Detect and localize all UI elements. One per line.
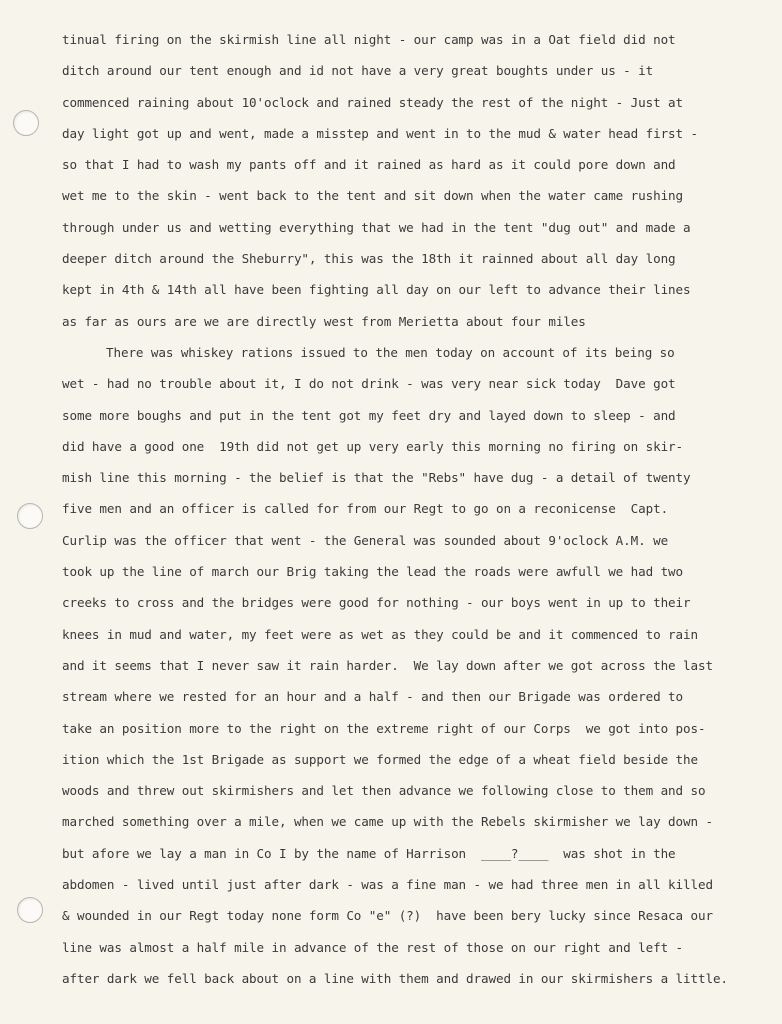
typed-text-body [62,24,762,994]
text-line: take an position more to the right on the extreme right of our Corps we got into pos- [62,720,706,736]
text-line: line was almost a half mile in advance of the rest of those on our right and left - [62,939,684,955]
text-line: knees in mud and water, my feet were as wet as they could be and it commenced to rain [62,626,698,642]
punch-hole [17,503,43,529]
text-line: did have a good one 19th did not get up very early this morning no firing on skir- [62,438,684,454]
text-line: marched something over a mile, when we came up with the Rebels skirmisher we lay down - [62,814,713,830]
text-line: tinual firing on the skirmish line all night - our camp was in a Oat field did not [62,32,676,47]
text-line: but afore we lay a man in Co I by the name of Harrison ____?____ was shot in the [62,845,676,861]
text-line: There was whiskey rations issued to the men today on account of its being so [106,344,675,360]
text-line: wet me to the skin - went back to the tent and sit down when the water came rushing [62,188,684,204]
punch-hole [17,897,43,923]
text-line: as far as ours are we are directly west from Merietta about four miles [62,313,586,329]
text-line: so that I had to wash my pants off and it rained as hard as it could pore down and [62,157,676,173]
text-line: commenced raining about 10'oclock and rained steady the rest of the night - Just at [62,94,684,110]
text-line: Curlip was the officer that went - the General was sounded about 9'oclock A.M. we [62,532,669,548]
text-line: through under us and wetting everything that we had in the tent "dug out" and made a [62,219,691,235]
text-line: ition which the 1st Brigade as support we formed the edge of a wheat field beside the [62,751,698,767]
text-line: wet - had no trouble about it, I do not drink - was very near sick today Dave got [62,376,676,392]
text-line: deeper ditch around the Sheburry", this was the 18th it rainned about all day long [62,251,676,267]
text-line: stream where we rested for an hour and a half - and then our Brigade was ordered to [62,689,684,705]
text-line: & wounded in our Regt today none form Co "e" (?) have been bery lucky since Resaca our [62,908,713,924]
text-line: after dark we fell back about on a line with them and drawed in our skirmishers a little. [62,970,728,986]
text-line: mish line this morning - the belief is that the "Rebs" have dug - a detail of twenty [62,470,691,486]
text-line: took up the line of march our Brig taking the lead the roads were awfull we had two [62,564,684,580]
text-line: ditch around our tent enough and id not have a very great boughts under us - it [62,63,654,79]
text-line: abdomen - lived until just after dark - was a fine man - we had three men in all killed [62,877,713,893]
text-line: day light got up and went, made a misstep and went in to the mud & water head first - [62,125,698,141]
text-line: woods and threw out skirmishers and let then advance we following close to them and so [62,783,706,799]
text-line: and it seems that I never saw it rain harder. We lay down after we got across the last [62,657,713,673]
punch-hole [13,110,39,136]
text-line: kept in 4th & 14th all have been fighting all day on our left to advance their lines [62,282,691,298]
text-line: some more boughs and put in the tent got my feet dry and layed down to sleep - and [62,407,676,423]
text-line: five men and an officer is called for from our Regt to go on a reconicense Capt. [62,501,669,517]
text-line: creeks to cross and the bridges were good for nothing - our boys went in up to their [62,595,691,611]
